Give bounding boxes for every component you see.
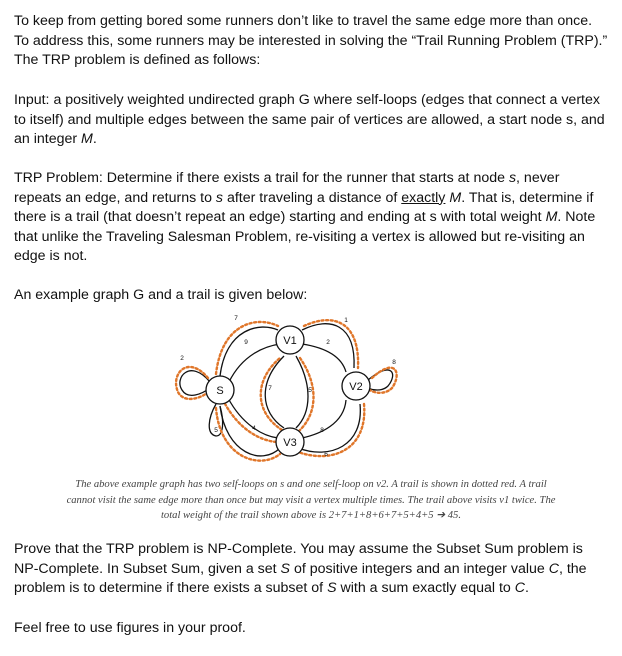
weight-s-v1-outer: 7: [234, 315, 238, 322]
weight-v1-v3-left: 7: [268, 385, 272, 392]
weight-s-v1-inner: 9: [244, 339, 248, 346]
input-definition: Input: a positively weighted undirected graph G where self-loops (edges that connect a vertex to itself) and multiple edges between the same pair of vertices are allowed, a start node s, and an integer M.: [14, 92, 605, 147]
trp-definition: TRP Problem: Determine if there exists a trail for the runner that starts at node s, never repeats an edge, and returns to s after traveling a distance of exactly M. That is, determine if there is a trail (that doesn’t repeat an edge) starting and ending at s with total weight M. Note that unlike the Traveling Salesman Problem, re-visiting a vertex is allowed but re-visiting an edge is not.: [14, 170, 596, 264]
trail-s-v1-outer: [216, 322, 278, 374]
weight-s-v3-lower: 5: [214, 427, 218, 434]
vertex-label-v1: V1: [283, 335, 297, 347]
edge-v2-v3-outer: [298, 404, 360, 452]
example-graph: [160, 308, 420, 472]
intro-paragraph: To keep from getting bored some runners don’t like to travel the same edge more than once. To address this, some runners may be interested in solving the “Trail Running Problem (TRP).” The TRP problem is defined as follows:: [14, 13, 608, 68]
vertex-label-v2: V2: [349, 381, 363, 393]
weight-v1-v2-inner: 2: [326, 339, 330, 346]
edge-v1-v2-inner: [302, 344, 346, 372]
trail-v1-v2-outer: [304, 320, 358, 368]
prove-paragraph: Prove that the TRP problem is NP-Complete. You may assume the Subset Sum problem is NP-Complete. In Subset Sum, given a set S of positive integers and an integer value C, the problem is to determine if there exists a subset of S with a sum exactly equal to C.: [14, 541, 587, 596]
edge-s-v1-inner: [228, 344, 280, 384]
weight-v1-v2-outer: 1: [344, 317, 348, 324]
figure-caption: [20, 477, 602, 524]
weight-v2-v3-inner: 8: [320, 427, 324, 434]
example-heading: An example graph G and a trail is given below:: [14, 287, 308, 303]
weight-v2-loop: 8: [392, 359, 396, 366]
weight-s-loop: 2: [180, 355, 184, 362]
caption-line-3: total weight of the trail shown above is 2+7+1+8+6+7+5+4+5 ➔ 45.: [160, 510, 461, 521]
footer-note: Feel free to use figures in your proof.: [14, 620, 246, 636]
caption-line-2: cannot visit the same edge more than once but may visit a vertex multiple times. The trail above visits v1 twice. The: [66, 494, 556, 506]
weight-v1-v3-right: 5: [308, 387, 312, 394]
exactly-underlined: exactly: [401, 189, 446, 206]
vertex-label-v3: V3: [283, 437, 297, 449]
vertex-label-s: S: [216, 385, 224, 397]
caption-line-1: The above example graph has two self-loops on s and one self-loop on v2. A trail is shown in dotted red. A trail: [75, 479, 547, 490]
trail-v3-v1-left: [261, 358, 282, 430]
edge-v2-self-loop: [368, 370, 393, 390]
weight-s-v3-upper: 4: [252, 425, 256, 432]
trail-v2-v3-outer: [298, 404, 364, 456]
weight-v2-v3-outer: 6: [324, 451, 328, 458]
trail-s-self-loop: [176, 367, 208, 399]
